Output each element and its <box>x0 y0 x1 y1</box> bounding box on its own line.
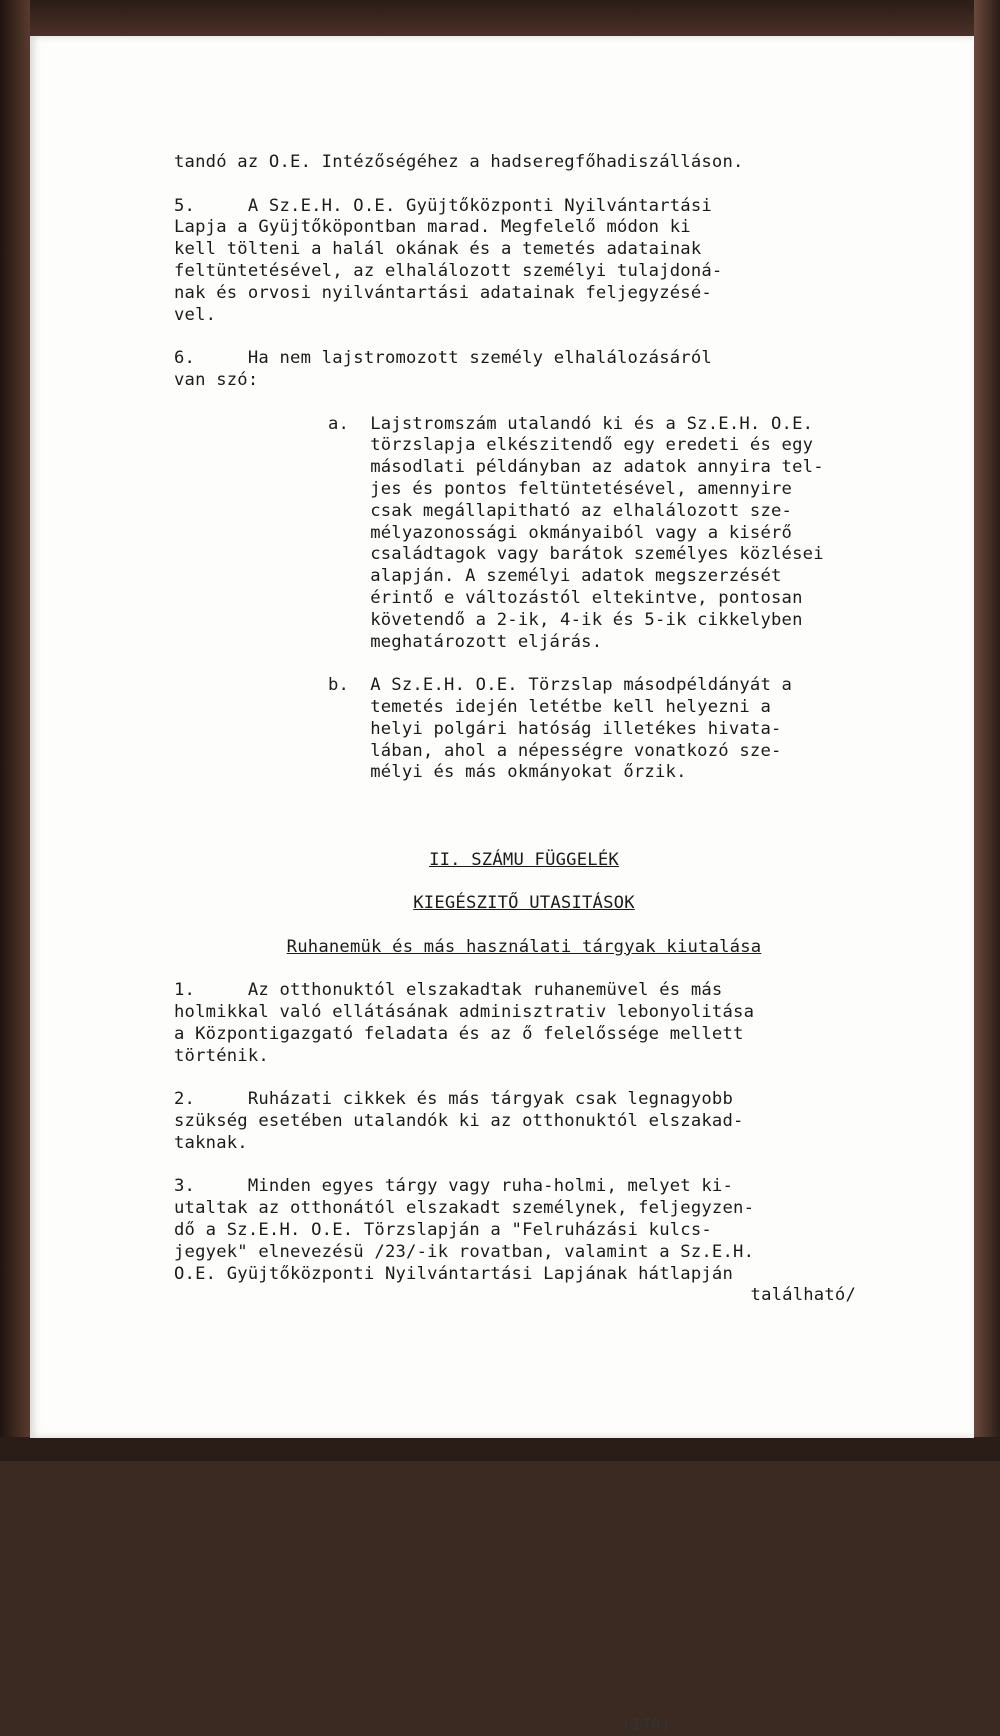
text-line: 5. A Sz.E.H. O.E. Gyüjtőközponti Nyilvántartási <box>174 195 712 216</box>
appendix-title: II. SZÁMU FÜGGELÉK <box>429 849 619 870</box>
page-number: (170) <box>621 1715 671 1734</box>
typewritten-text <box>174 152 874 1734</box>
text-line: törzslapja elkészitendő egy eredeti és egy <box>328 435 814 456</box>
text-line: jegyek" elnevezésü /23/-ik rovatban, valamint a Sz.E.H. <box>174 1241 755 1262</box>
text-line: temetés idején letétbe kell helyezni a <box>328 696 772 717</box>
paragraph-2 <box>174 1089 874 1154</box>
document-page <box>30 36 974 1734</box>
paragraph-1 <box>174 980 874 1067</box>
text-line: mélyi és más okmányokat őrzik. <box>328 762 687 783</box>
instructions-heading <box>174 893 874 915</box>
text-line: feltüntetésével, az elhalálozott személyi tulajdoná- <box>174 260 723 281</box>
text-line: vel. <box>174 304 217 325</box>
text-line: másodlati példányban az adatok annyira tel- <box>328 457 824 478</box>
text-line: lában, ahol a népességre vonatkozó sze- <box>328 740 782 761</box>
text-line: családtagok vagy barátok személyes közlései <box>328 544 824 565</box>
text-line: szükség esetében utalandók ki az otthonuktól elszakad- <box>174 1111 744 1132</box>
text-line: taknak. <box>174 1132 248 1153</box>
text-line: Lapja a Gyüjtőköpontban marad. Megfelelő módon ki <box>174 217 691 238</box>
text-line: van szó: <box>174 369 259 390</box>
paragraph-6a <box>174 414 874 654</box>
text-line: érintő e változástól eltekintve, pontosan <box>328 587 803 608</box>
section-heading <box>174 937 874 959</box>
book-binding-top <box>0 0 1000 36</box>
text-line: utaltak az otthonától elszakadt személynek, feljegyzen- <box>174 1198 755 1219</box>
text-line: dő a Sz.E.H. O.E. Törzslapján a "Felruházási kulcs- <box>174 1220 712 1241</box>
text-line: 2. Ruházati cikkek és más tárgyak csak legnagyobb <box>174 1089 734 1110</box>
text-line: 1. Az otthonuktól elszakadtak ruhanemüvel és más <box>174 980 723 1001</box>
book-binding-left <box>0 0 30 1461</box>
text-line: jes és pontos feltüntetésével, amennyire <box>328 478 793 499</box>
text-line: O.E. Gyüjtőközponti Nyilvántartási Lapjának hátlapján <box>174 1263 734 1284</box>
text-line: a Központigazgató feladata és az ő felelőssége mellett <box>174 1023 744 1044</box>
text-line: csak megállapitható az elhalálozott sze- <box>328 500 793 521</box>
paragraph-6 <box>174 348 874 392</box>
paragraph-5 <box>174 196 874 327</box>
text-line: helyi polgári hatóság illetékes hivata- <box>328 718 782 739</box>
text-line: 6. Ha nem lajstromozott személy elhalálozásáról <box>174 348 712 369</box>
book-binding-bottom <box>0 1437 1000 1461</box>
text-line-continued: található/ <box>750 1285 856 1306</box>
paragraph-6b <box>174 675 874 784</box>
text-line: nak és orvosi nyilvántartási adatainak feljegyzésé- <box>174 282 712 303</box>
text-line: 3. Minden egyes tárgy vagy ruha-holmi, melyet ki- <box>174 1176 734 1197</box>
instructions-title: KIEGÉSZITŐ UTASITÁSOK <box>413 893 635 914</box>
paragraph-3 <box>174 1176 874 1307</box>
text-line: a. Lajstromszám utalandó ki és a Sz.E.H. O.E. <box>328 413 814 434</box>
section-title: Ruhanemük és más használati tárgyak kiutalása <box>286 936 762 957</box>
text-line: követendő a 2-ik, 4-ik és 5-ik cikkelyben <box>328 609 803 630</box>
paragraph-intro <box>174 152 874 174</box>
book-binding-right <box>974 0 1000 1461</box>
text-line: tandó az O.E. Intézőségéhez a hadseregfőhadiszálláson. <box>174 152 744 172</box>
text-line: alapján. A személyi adatok megszerzését <box>328 566 782 587</box>
text-line: kell tölteni a halál okának és a temetés adatainak <box>174 239 702 260</box>
text-line: b. A Sz.E.H. O.E. Törzslap másodpéldányát a <box>328 675 793 696</box>
text-line: történik. <box>174 1045 269 1066</box>
text-line: mélyazonossági okmányaiból vagy a kisérő <box>328 522 793 543</box>
text-line: meghatározott eljárás. <box>328 631 603 652</box>
text-line: holmikkal való ellátásának adminisztrativ lebonyolitása <box>174 1002 755 1023</box>
appendix-heading <box>174 850 874 872</box>
